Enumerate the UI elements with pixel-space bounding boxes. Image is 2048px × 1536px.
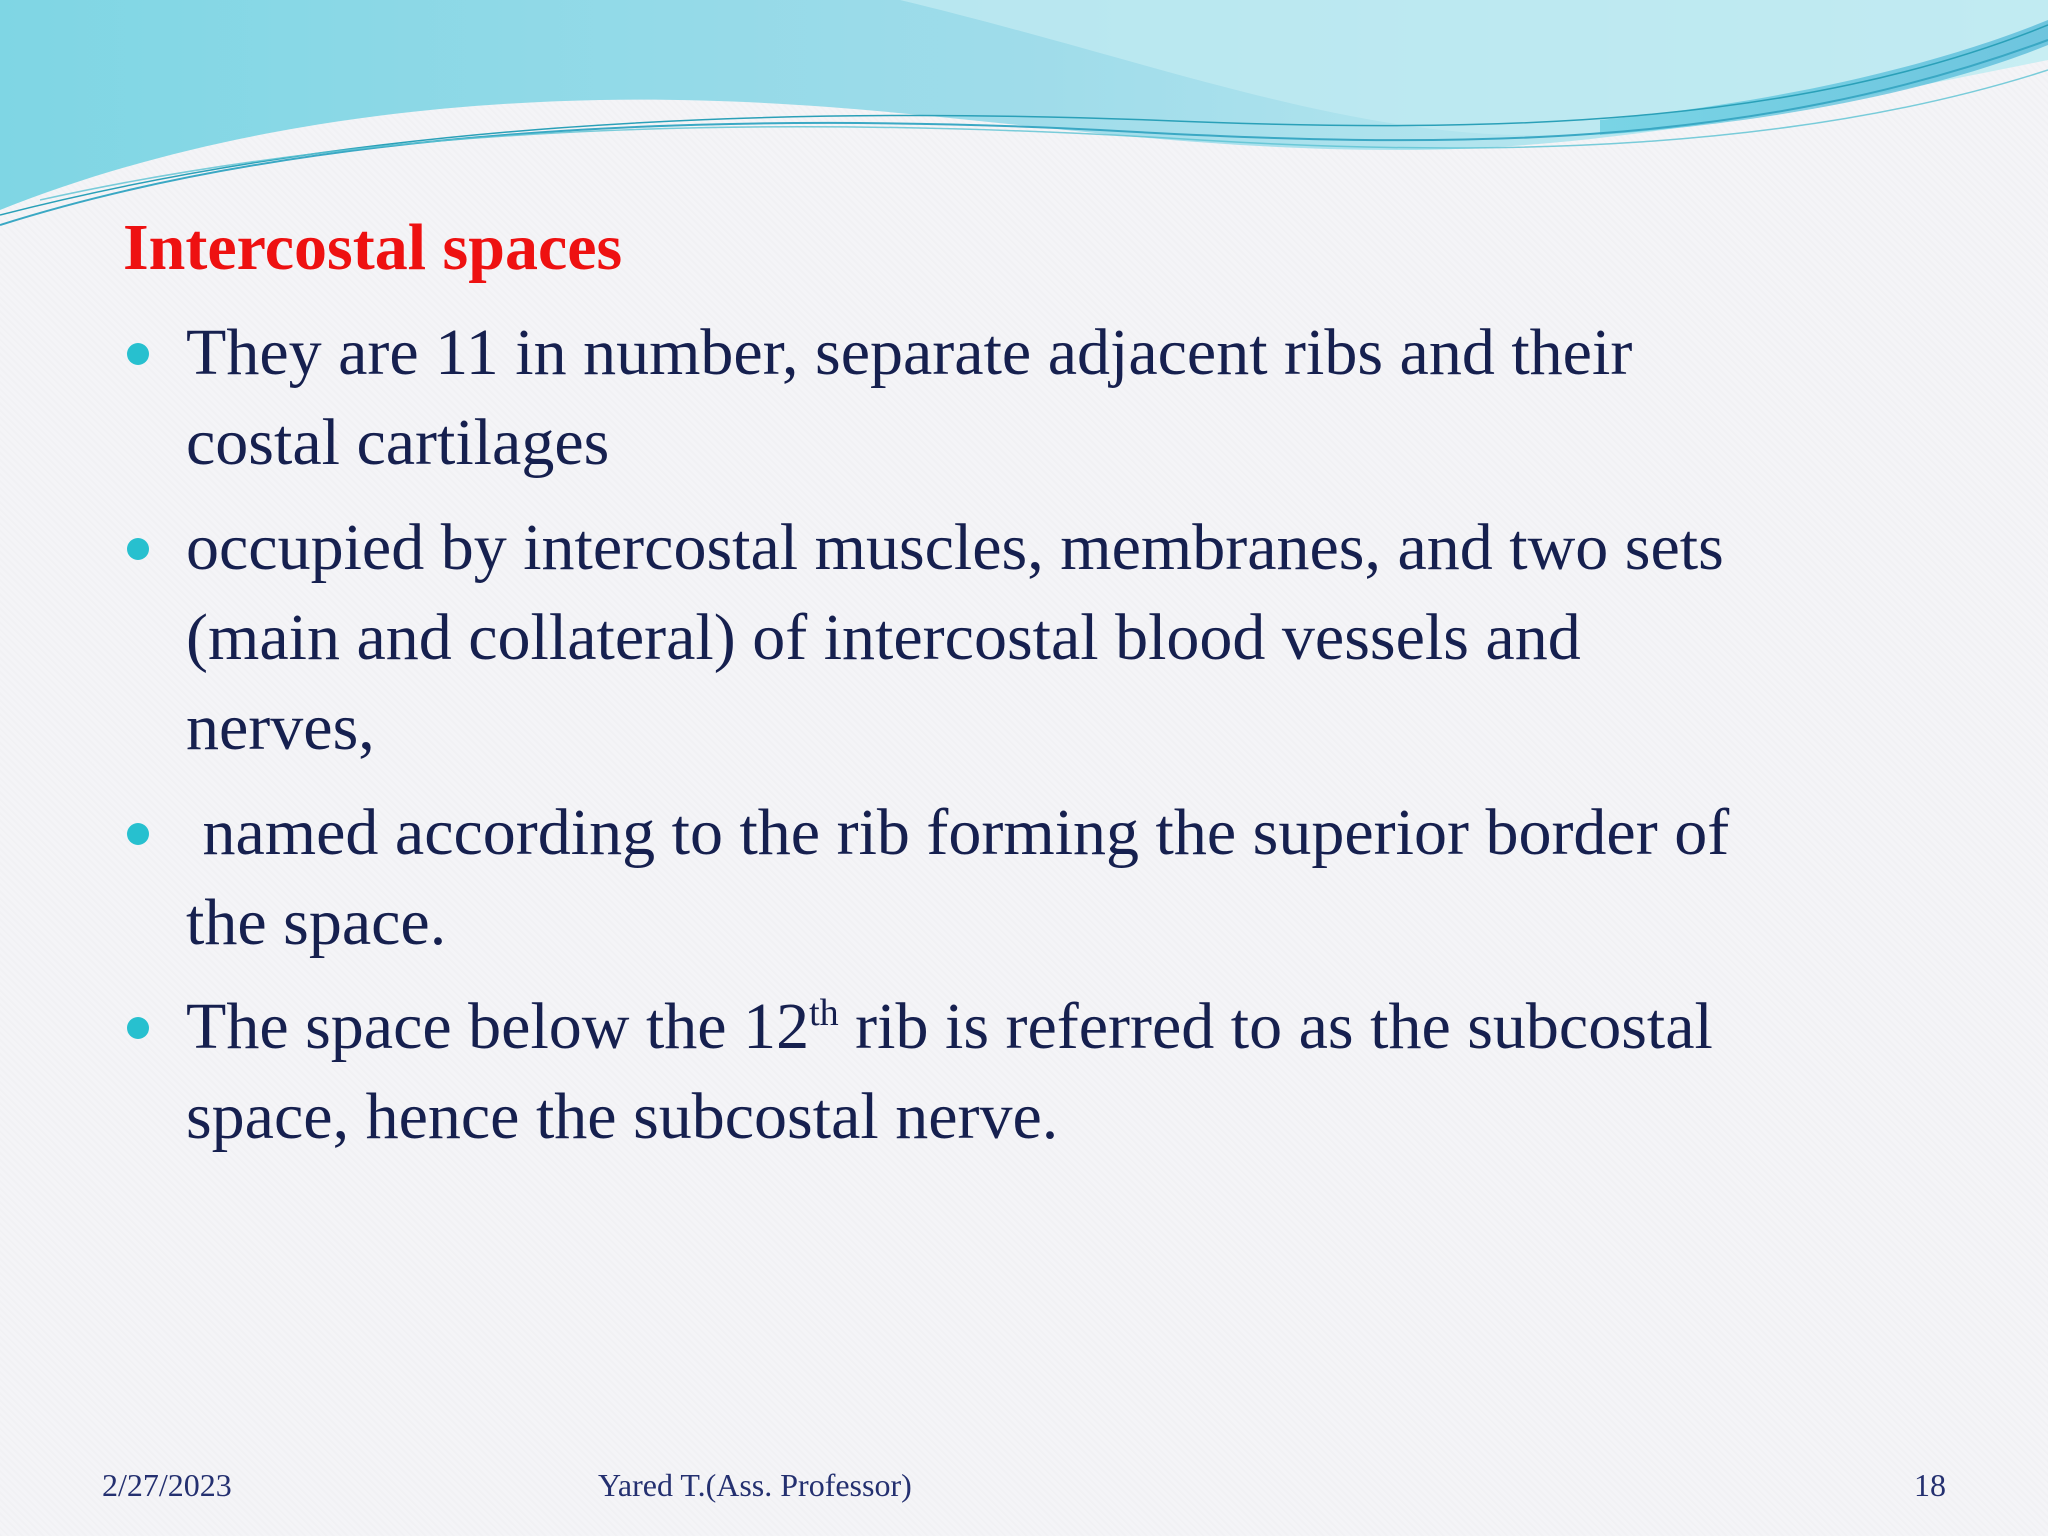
bullet-dot-icon: [127, 538, 149, 560]
bullet-dot-icon: [127, 343, 149, 365]
bullet-text-line: occupied by intercostal muscles, membranes, and two sets: [186, 511, 1724, 584]
ordinal-superscript: th: [809, 992, 839, 1034]
bullet-item: [186, 982, 1976, 1162]
bullet-text-line: (main and collateral) of intercostal blood vessels and: [186, 601, 1581, 674]
slide-title: Intercostal spaces: [123, 211, 623, 284]
footer-author: Yared T.(Ass. Professor): [598, 1467, 912, 1503]
bullet-text-line: space, hence the subcostal nerve.: [186, 1080, 1059, 1153]
bullet-text-line: They are 11 in number, separate adjacent ribs and their: [186, 316, 1633, 389]
bullet-dot-icon: [127, 1017, 149, 1039]
bullet-text-segment: The space below the 12: [186, 990, 810, 1063]
bullet-item: [186, 503, 1976, 773]
footer-page-number: 18: [1914, 1467, 1946, 1503]
bullet-text-line: nerves,: [186, 691, 375, 764]
bullet-item: [186, 788, 1976, 968]
bullet-text-line: [186, 982, 1976, 1072]
bullet-dot-icon: [127, 823, 149, 845]
bullet-item: [186, 308, 1976, 488]
footer-date: 2/27/2023: [102, 1467, 232, 1503]
bullet-text-line: named according to the rib forming the superior border of: [186, 796, 1730, 869]
bullet-text-line: costal cartilages: [186, 406, 610, 479]
bullet-text-segment: rib is referred to as the subcostal: [838, 990, 1713, 1063]
bullet-text-line: the space.: [186, 886, 447, 959]
